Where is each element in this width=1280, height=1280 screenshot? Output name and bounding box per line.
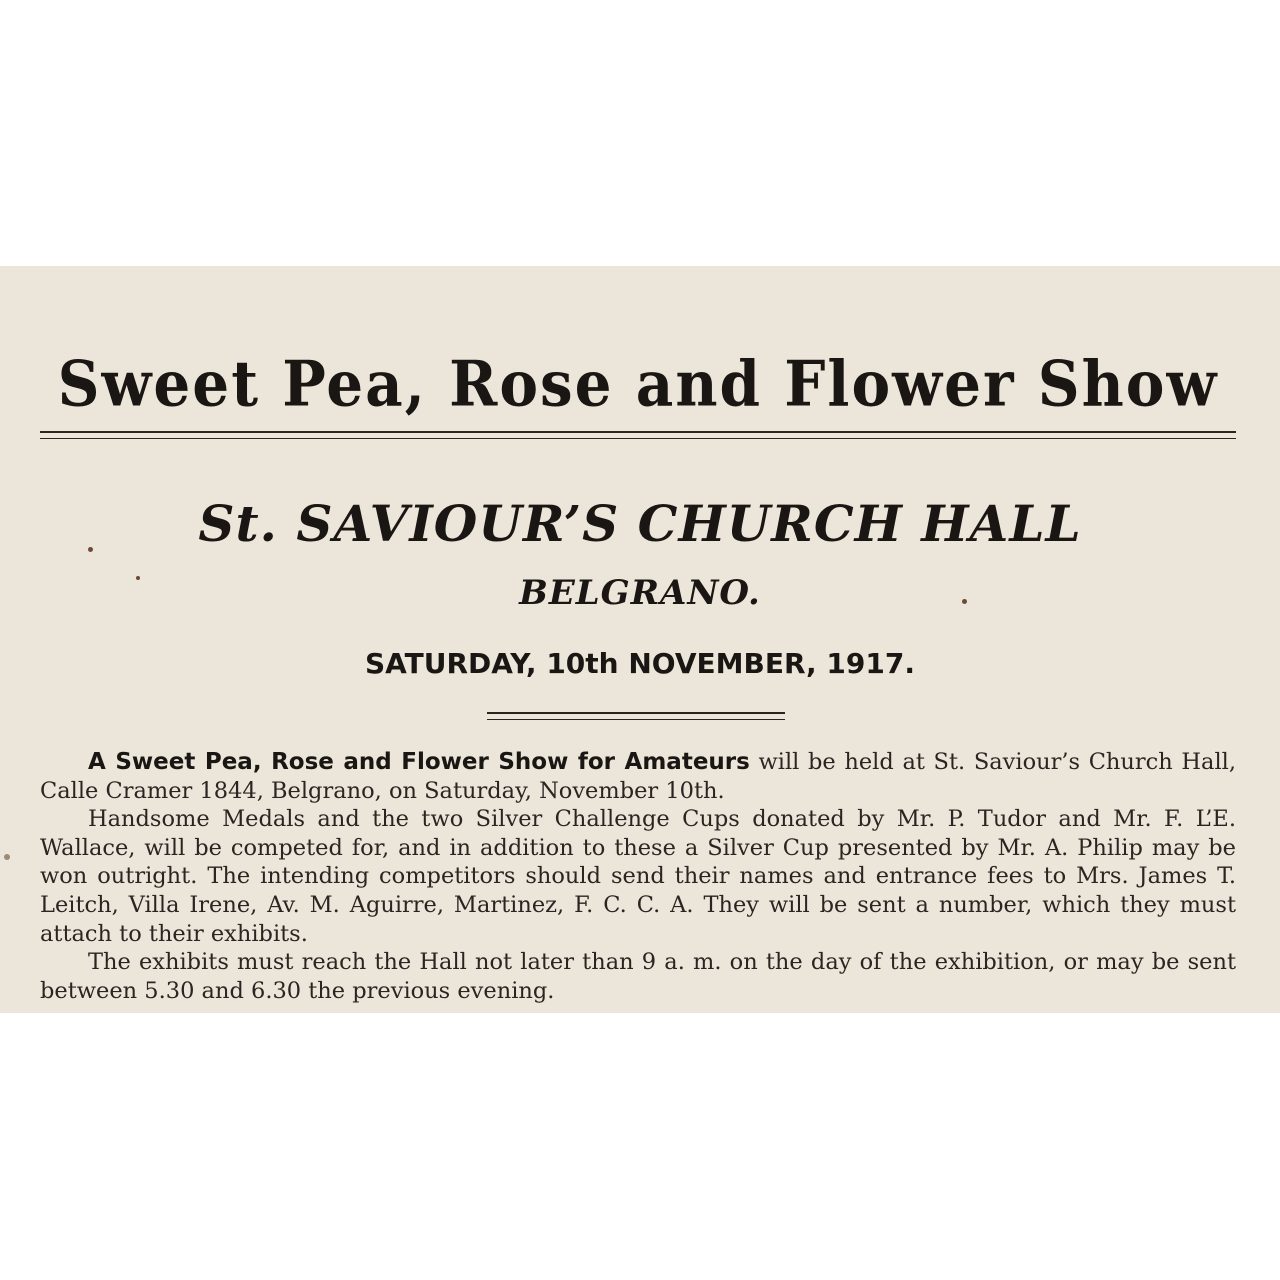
paper-notice	[0, 266, 1280, 1013]
main-title: Sweet Pea, Rose and Flower Show	[57, 347, 1219, 421]
paragraph-1-rest: will be held at St. Saviour’s Church Hall, Calle Cramer 1844, Belgrano, on Saturday, November 10th.	[40, 749, 1237, 804]
town-heading: BELGRANO.	[519, 573, 761, 613]
section-rule	[487, 712, 785, 720]
paragraph-3: The exhibits must reach the Hall not later than 9 a. m. on the day of the exhibition, or may be sent between 5.30 and 6.30 the previous evening.	[40, 949, 1236, 1004]
venue-heading: St. SAVIOUR’S CHURCH HALL	[198, 494, 1082, 553]
notice-body	[40, 748, 1236, 1005]
paper-speck	[962, 599, 967, 604]
paragraph-1-lead: A Sweet Pea, Rose and Flower Show for Amateurs	[88, 749, 750, 775]
paragraph-2: Handsome Medals and the two Silver Challenge Cups donated by Mr. P. Tudor and Mr. F. L’E. Wallace, will be competed for, and in addition to these a Silver Cup presented by Mr. A. Philip may be won outright. The intending competitors should send their names and entrance fees to Mrs. James T. Leitch, Villa Irene, Av. M. Aguirre, Martinez, F. C. C. A. They will be sent a number, which they must attach to their exhibits.	[40, 806, 1236, 947]
paper-speck	[136, 576, 140, 580]
paper-speck	[4, 854, 10, 860]
title-rule	[40, 431, 1236, 439]
date-heading: SATURDAY, 10th NOVEMBER, 1917.	[365, 647, 915, 680]
paragraph-1	[40, 748, 1236, 805]
paper-speck	[88, 547, 93, 552]
